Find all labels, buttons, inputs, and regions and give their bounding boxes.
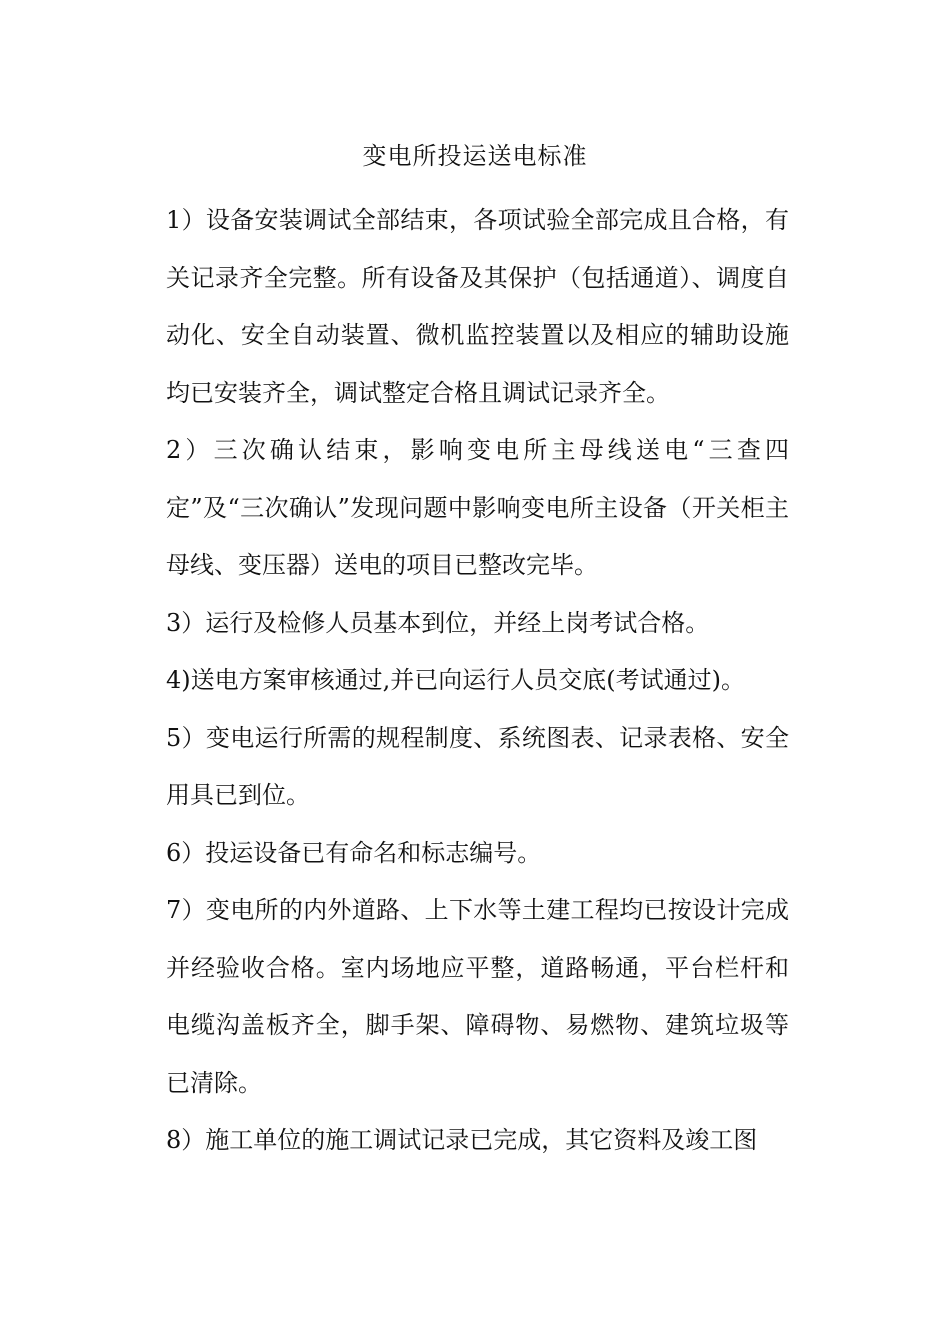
paragraph-5: 5）变电运行所需的规程制度、系统图表、记录表格、安全用具已到位。 — [166, 723, 789, 809]
document-title: 变电所投运送电标准 — [362, 142, 588, 170]
paragraph-2: 2）三次确认结束，影响变电所主母线送电“三查四定”及“三次确认”发现问题中影响变电所主设备（开关柜主母线、变压器）送电的项目已整改完毕。 — [166, 436, 789, 579]
document-body — [166, 192, 789, 1170]
paragraph-7: 7）变电所的内外道路、上下水等土建工程均已按设计完成并经验收合格。室内场地应平整，道路畅通，平台栏杆和电缆沟盖板齐全，脚手架、障碍物、易燃物、建筑垃圾等已清除。 — [166, 896, 789, 1097]
paragraph-3: 3）运行及检修人员基本到位，并经上岗考试合格。 — [166, 608, 710, 637]
paragraph-1: 1）设备安装调试全部结束，各项试验全部完成且合格，有关记录齐全完整。所有设备及其保护（包括通道）、调度自动化、安全自动装置、微机监控装置以及相应的辅助设施均已安装齐全，调试整定合格且调试记录齐全。 — [166, 206, 789, 407]
paragraph-4: 4)送电方案审核通过,并已向运行人员交底(考试通过)。 — [166, 666, 745, 694]
paragraph-6: 6）投运设备已有命名和标志编号。 — [166, 838, 542, 867]
paragraph-8: 8）施工单位的施工调试记录已完成，其它资料及竣工图 — [166, 1126, 758, 1154]
